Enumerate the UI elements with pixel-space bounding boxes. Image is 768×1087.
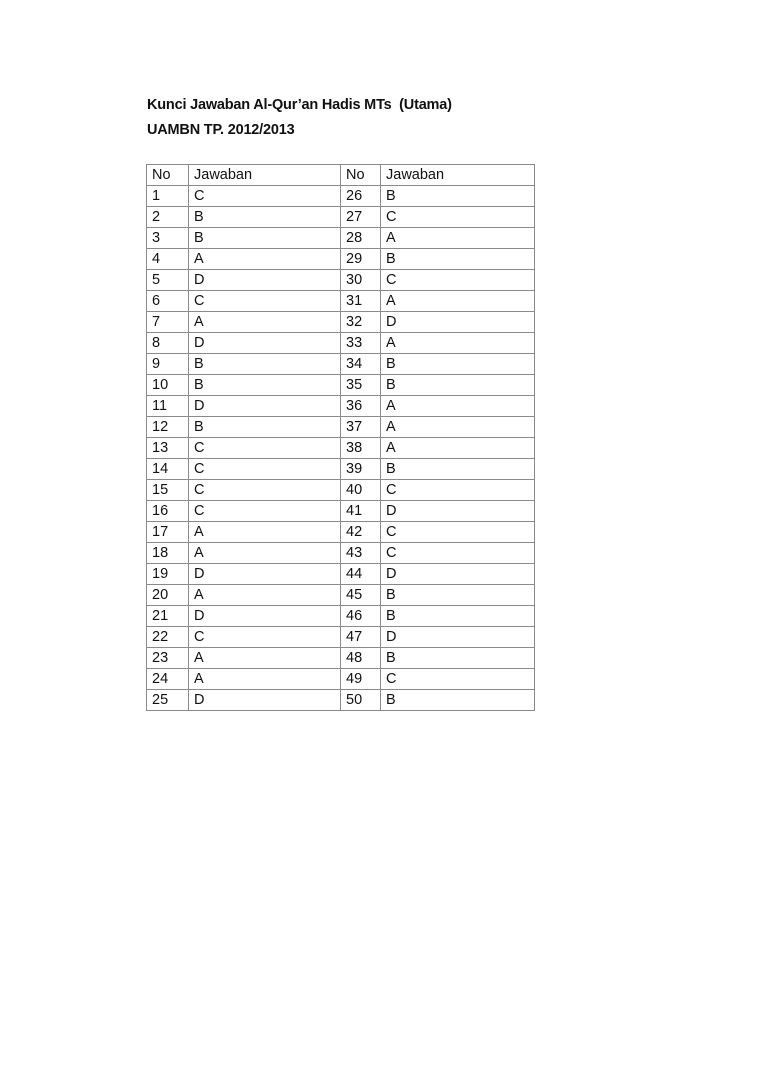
question-number-right: 35 bbox=[341, 375, 381, 396]
answer-right: A bbox=[381, 333, 535, 354]
answer-left: A bbox=[189, 585, 341, 606]
answer-left: D bbox=[189, 690, 341, 711]
question-number-right: 48 bbox=[341, 648, 381, 669]
answer-right: B bbox=[381, 648, 535, 669]
question-number-left: 6 bbox=[147, 291, 189, 312]
answer-right: B bbox=[381, 585, 535, 606]
answer-left: D bbox=[189, 270, 341, 291]
table-row bbox=[147, 438, 535, 459]
question-number-left: 23 bbox=[147, 648, 189, 669]
question-number-right: 38 bbox=[341, 438, 381, 459]
table-row bbox=[147, 312, 535, 333]
answer-left: D bbox=[189, 606, 341, 627]
question-number-right: 49 bbox=[341, 669, 381, 690]
answer-left: A bbox=[189, 669, 341, 690]
question-number-left: 1 bbox=[147, 186, 189, 207]
answer-key-table bbox=[146, 164, 535, 711]
answer-left: C bbox=[189, 186, 341, 207]
question-number-left: 10 bbox=[147, 375, 189, 396]
answer-right: D bbox=[381, 312, 535, 333]
answer-left: C bbox=[189, 501, 341, 522]
answer-right: C bbox=[381, 522, 535, 543]
question-number-right: 30 bbox=[341, 270, 381, 291]
question-number-right: 41 bbox=[341, 501, 381, 522]
question-number-left: 24 bbox=[147, 669, 189, 690]
answer-left: A bbox=[189, 312, 341, 333]
answer-left: D bbox=[189, 564, 341, 585]
answer-left: C bbox=[189, 627, 341, 648]
question-number-right: 31 bbox=[341, 291, 381, 312]
question-number-right: 33 bbox=[341, 333, 381, 354]
table-row bbox=[147, 522, 535, 543]
question-number-left: 15 bbox=[147, 480, 189, 501]
table-header-row bbox=[147, 165, 535, 186]
answer-left: C bbox=[189, 291, 341, 312]
answer-right: B bbox=[381, 186, 535, 207]
answer-right: A bbox=[381, 396, 535, 417]
answer-left: A bbox=[189, 522, 341, 543]
table-row bbox=[147, 333, 535, 354]
table-row bbox=[147, 249, 535, 270]
answer-right: D bbox=[381, 501, 535, 522]
question-number-left: 13 bbox=[147, 438, 189, 459]
table-row bbox=[147, 606, 535, 627]
answer-left: D bbox=[189, 333, 341, 354]
question-number-right: 40 bbox=[341, 480, 381, 501]
answer-left: B bbox=[189, 354, 341, 375]
header-jawaban-left: Jawaban bbox=[189, 165, 341, 186]
table-row bbox=[147, 291, 535, 312]
question-number-left: 25 bbox=[147, 690, 189, 711]
answer-right: C bbox=[381, 543, 535, 564]
question-number-left: 2 bbox=[147, 207, 189, 228]
question-number-right: 45 bbox=[341, 585, 381, 606]
answer-rows bbox=[147, 186, 535, 711]
answer-left: B bbox=[189, 375, 341, 396]
header-jawaban-right: Jawaban bbox=[381, 165, 535, 186]
answer-right: B bbox=[381, 375, 535, 396]
answer-right: A bbox=[381, 438, 535, 459]
answer-left: B bbox=[189, 228, 341, 249]
answer-right: C bbox=[381, 669, 535, 690]
table-row bbox=[147, 375, 535, 396]
table-row bbox=[147, 417, 535, 438]
table-row bbox=[147, 480, 535, 501]
question-number-right: 29 bbox=[341, 249, 381, 270]
question-number-right: 32 bbox=[341, 312, 381, 333]
table-row bbox=[147, 690, 535, 711]
document-heading bbox=[147, 93, 452, 143]
header-no-left: No bbox=[147, 165, 189, 186]
answer-left: B bbox=[189, 207, 341, 228]
answer-right: B bbox=[381, 354, 535, 375]
table-row bbox=[147, 627, 535, 648]
answer-left: D bbox=[189, 396, 341, 417]
question-number-left: 20 bbox=[147, 585, 189, 606]
question-number-left: 22 bbox=[147, 627, 189, 648]
question-number-left: 16 bbox=[147, 501, 189, 522]
table-row bbox=[147, 396, 535, 417]
question-number-left: 12 bbox=[147, 417, 189, 438]
table-row bbox=[147, 270, 535, 291]
table-row bbox=[147, 207, 535, 228]
question-number-right: 46 bbox=[341, 606, 381, 627]
answer-right: B bbox=[381, 249, 535, 270]
table-row bbox=[147, 459, 535, 480]
answer-right: A bbox=[381, 417, 535, 438]
document-title: Kunci Jawaban Al-Qur’an Hadis MTs (Utama) bbox=[147, 97, 452, 113]
answer-left: C bbox=[189, 459, 341, 480]
question-number-right: 27 bbox=[341, 207, 381, 228]
table-row bbox=[147, 543, 535, 564]
question-number-right: 26 bbox=[341, 186, 381, 207]
answer-right: C bbox=[381, 480, 535, 501]
answer-right: B bbox=[381, 459, 535, 480]
question-number-left: 21 bbox=[147, 606, 189, 627]
answer-left: C bbox=[189, 438, 341, 459]
table-row bbox=[147, 354, 535, 375]
question-number-right: 42 bbox=[341, 522, 381, 543]
question-number-left: 14 bbox=[147, 459, 189, 480]
answer-left: A bbox=[189, 648, 341, 669]
table-row bbox=[147, 228, 535, 249]
question-number-left: 4 bbox=[147, 249, 189, 270]
question-number-left: 19 bbox=[147, 564, 189, 585]
table-row bbox=[147, 669, 535, 690]
table-row bbox=[147, 585, 535, 606]
answer-right: A bbox=[381, 228, 535, 249]
table-row bbox=[147, 648, 535, 669]
question-number-left: 7 bbox=[147, 312, 189, 333]
answer-right: B bbox=[381, 690, 535, 711]
question-number-left: 11 bbox=[147, 396, 189, 417]
question-number-right: 39 bbox=[341, 459, 381, 480]
answer-left: C bbox=[189, 480, 341, 501]
question-number-right: 37 bbox=[341, 417, 381, 438]
answer-left: B bbox=[189, 417, 341, 438]
table-row bbox=[147, 501, 535, 522]
answer-right: C bbox=[381, 270, 535, 291]
answer-right: A bbox=[381, 291, 535, 312]
question-number-left: 17 bbox=[147, 522, 189, 543]
question-number-right: 36 bbox=[341, 396, 381, 417]
answer-right: B bbox=[381, 606, 535, 627]
question-number-left: 8 bbox=[147, 333, 189, 354]
question-number-right: 44 bbox=[341, 564, 381, 585]
header-no-right: No bbox=[341, 165, 381, 186]
table-row bbox=[147, 186, 535, 207]
answer-right: D bbox=[381, 564, 535, 585]
answer-left: A bbox=[189, 249, 341, 270]
answer-left: A bbox=[189, 543, 341, 564]
answer-right: D bbox=[381, 627, 535, 648]
table-row bbox=[147, 564, 535, 585]
question-number-right: 47 bbox=[341, 627, 381, 648]
question-number-right: 50 bbox=[341, 690, 381, 711]
question-number-left: 18 bbox=[147, 543, 189, 564]
question-number-right: 43 bbox=[341, 543, 381, 564]
document-subtitle: UAMBN TP. 2012/2013 bbox=[147, 122, 295, 138]
answer-right: C bbox=[381, 207, 535, 228]
question-number-left: 3 bbox=[147, 228, 189, 249]
question-number-left: 5 bbox=[147, 270, 189, 291]
question-number-right: 34 bbox=[341, 354, 381, 375]
question-number-right: 28 bbox=[341, 228, 381, 249]
question-number-left: 9 bbox=[147, 354, 189, 375]
